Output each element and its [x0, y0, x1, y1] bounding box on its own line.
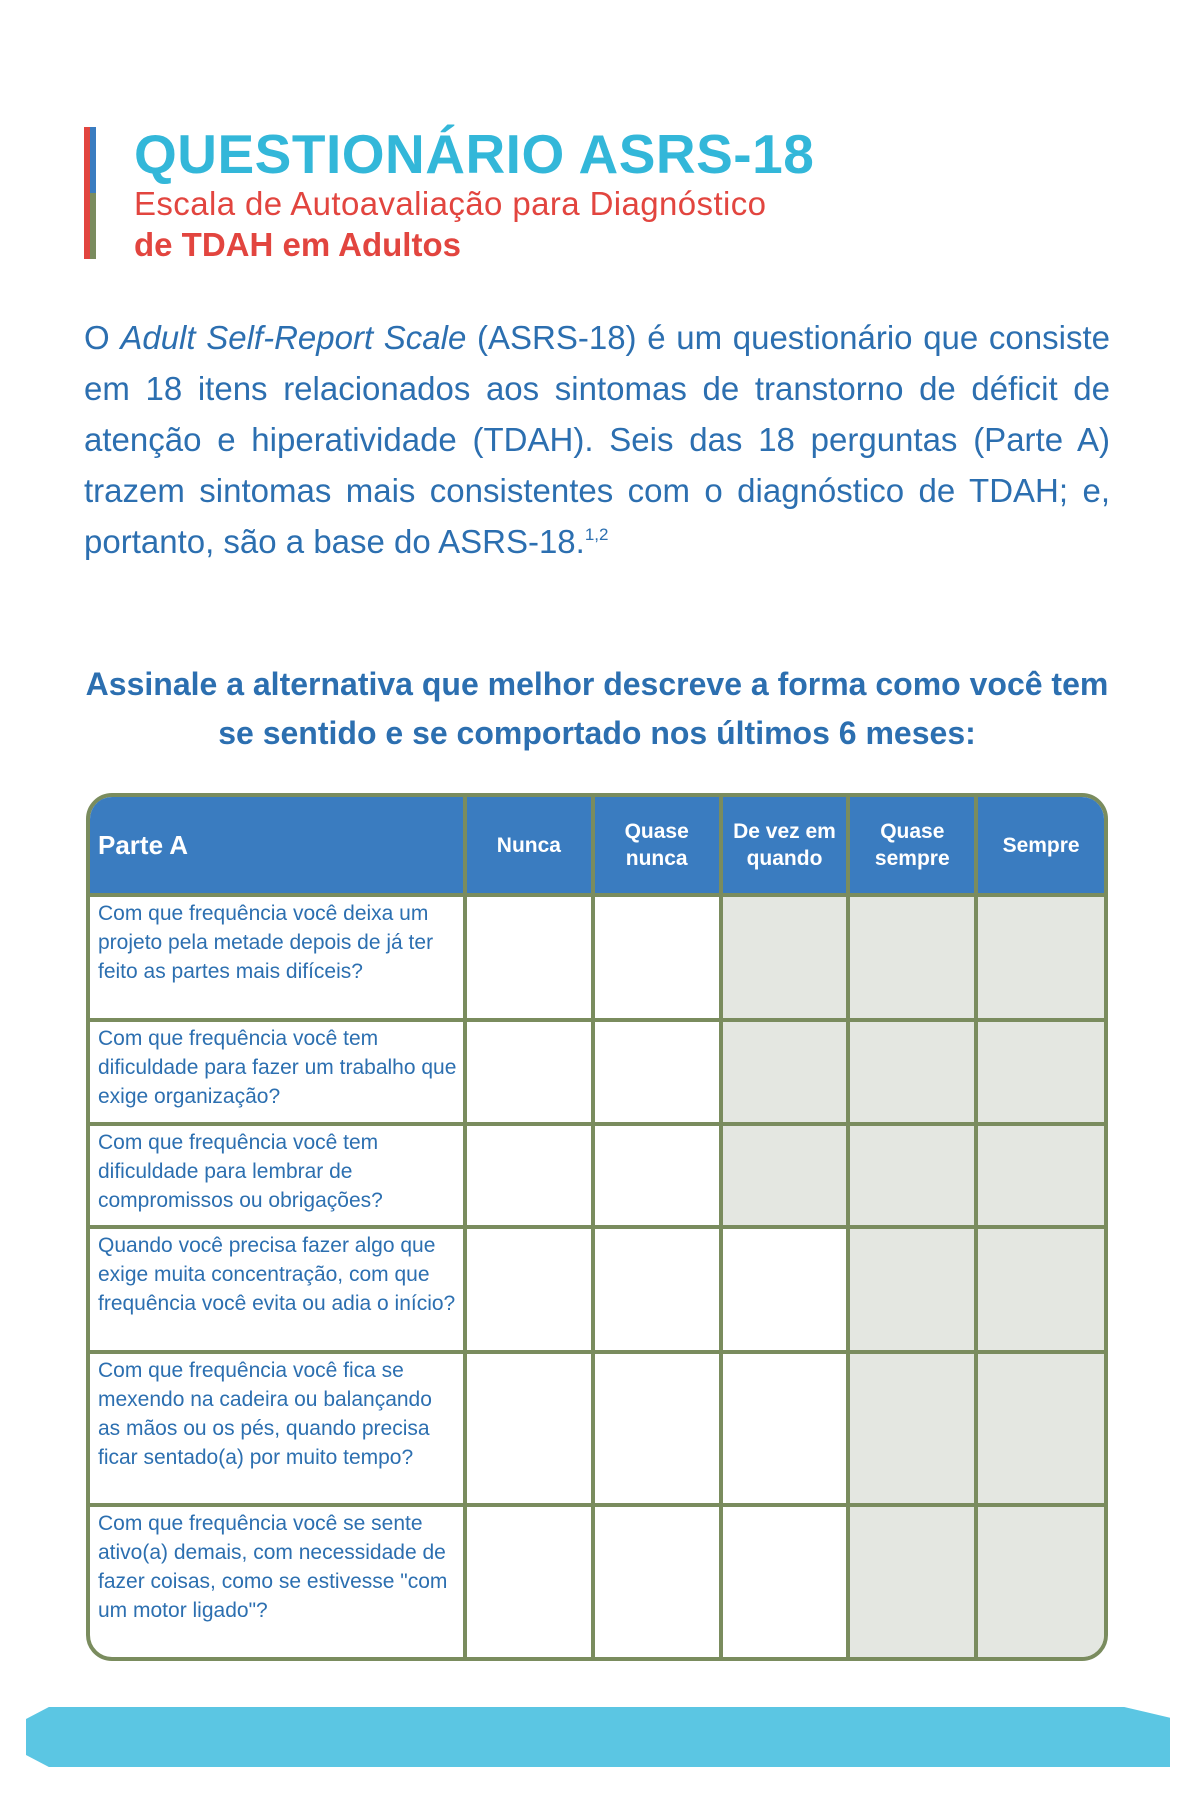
answer-cell[interactable]: [593, 1124, 721, 1228]
answer-cell[interactable]: [465, 1352, 593, 1505]
table-row: [90, 1227, 1104, 1352]
question-text: Com que frequência você tem dificuldade para lembrar de compromissos ou obrigações?: [90, 1124, 465, 1228]
answer-cell[interactable]: [593, 895, 721, 1020]
question-text: Com que frequência você se sente ativo(a) demais, com necessidade de fazer coisas, como se estivesse "com um motor ligado"?: [90, 1505, 465, 1657]
table-header-row: [90, 797, 1104, 895]
answer-cell[interactable]: [721, 1020, 849, 1124]
answer-cell[interactable]: [721, 895, 849, 1020]
table-row: [90, 1505, 1104, 1657]
answer-cell[interactable]: [976, 1352, 1104, 1505]
table-row: [90, 895, 1104, 1020]
answer-cell[interactable]: [976, 1020, 1104, 1124]
question-text: Com que frequência você fica se mexendo na cadeira ou balançando as mãos ou os pés, quando precisa ficar sentado(a) por muito tempo?: [90, 1352, 465, 1505]
table-row: [90, 1124, 1104, 1228]
option-header: Quase sempre: [848, 797, 976, 895]
answer-cell[interactable]: [976, 1227, 1104, 1352]
option-header: Quase nunca: [593, 797, 721, 895]
answer-cell[interactable]: [848, 1124, 976, 1228]
answer-cell[interactable]: [465, 1020, 593, 1124]
answer-cell[interactable]: [848, 1227, 976, 1352]
question-text: Com que frequência você deixa um projeto pela metade depois de já ter feito as partes mais difíceis?: [90, 895, 465, 1020]
answer-cell[interactable]: [465, 1227, 593, 1352]
intro-scale-name: Adult Self-Report Scale: [120, 319, 467, 356]
accent-bar: [84, 127, 96, 259]
answer-cell[interactable]: [976, 895, 1104, 1020]
page-subtitle-bold: de TDAH em Adultos: [134, 226, 461, 263]
answer-cell[interactable]: [848, 895, 976, 1020]
questionnaire-table: [86, 793, 1108, 1661]
question-text: Quando você precisa fazer algo que exige muita concentração, com que frequência você evita ou adia o início?: [90, 1227, 465, 1352]
table-row: [90, 1020, 1104, 1124]
instruction-prompt: Assinale a alternativa que melhor descreve a forma como você tem se sentido e se comportado nos últimos 6 meses:: [85, 666, 1109, 751]
answer-cell[interactable]: [593, 1352, 721, 1505]
answer-cell[interactable]: [848, 1505, 976, 1657]
option-header: De vez em quando: [721, 797, 849, 895]
answer-cell[interactable]: [465, 1505, 593, 1657]
intro-text-start: O: [84, 319, 121, 356]
option-header: Sempre: [976, 797, 1104, 895]
intro-references: 1,2: [584, 525, 609, 544]
part-label: Parte A: [90, 797, 465, 895]
page-title: QUESTIONÁRIO ASRS-18: [134, 123, 815, 185]
answer-cell[interactable]: [465, 895, 593, 1020]
footer-band: [26, 1707, 1170, 1767]
option-header: Nunca: [465, 797, 593, 895]
intro-text-body: (ASRS-18) é um questionário que consiste em 18 itens relacionados aos sintomas de transtorno de déficit de atenção e hiperatividade (TDAH). Seis das 18 perguntas (Parte A) trazem sintomas mais consistentes com o diagnóstico de TDAH; e, portanto, são a base do ASRS-18.: [84, 319, 1110, 560]
answer-cell[interactable]: [593, 1227, 721, 1352]
answer-cell[interactable]: [848, 1020, 976, 1124]
question-text: Com que frequência você tem dificuldade para fazer um trabalho que exige organização?: [90, 1020, 465, 1124]
answer-cell[interactable]: [593, 1505, 721, 1657]
answer-cell[interactable]: [721, 1352, 849, 1505]
answer-cell[interactable]: [976, 1505, 1104, 1657]
answer-cell[interactable]: [848, 1352, 976, 1505]
answer-cell[interactable]: [721, 1227, 849, 1352]
intro-paragraph: [84, 312, 1110, 567]
answer-cell[interactable]: [721, 1124, 849, 1228]
answer-cell[interactable]: [593, 1020, 721, 1124]
answer-cell[interactable]: [465, 1124, 593, 1228]
answer-cell[interactable]: [721, 1505, 849, 1657]
answer-cell[interactable]: [976, 1124, 1104, 1228]
page-subtitle: Escala de Autoavaliação para Diagnóstico: [134, 185, 767, 222]
table-row: [90, 1352, 1104, 1505]
